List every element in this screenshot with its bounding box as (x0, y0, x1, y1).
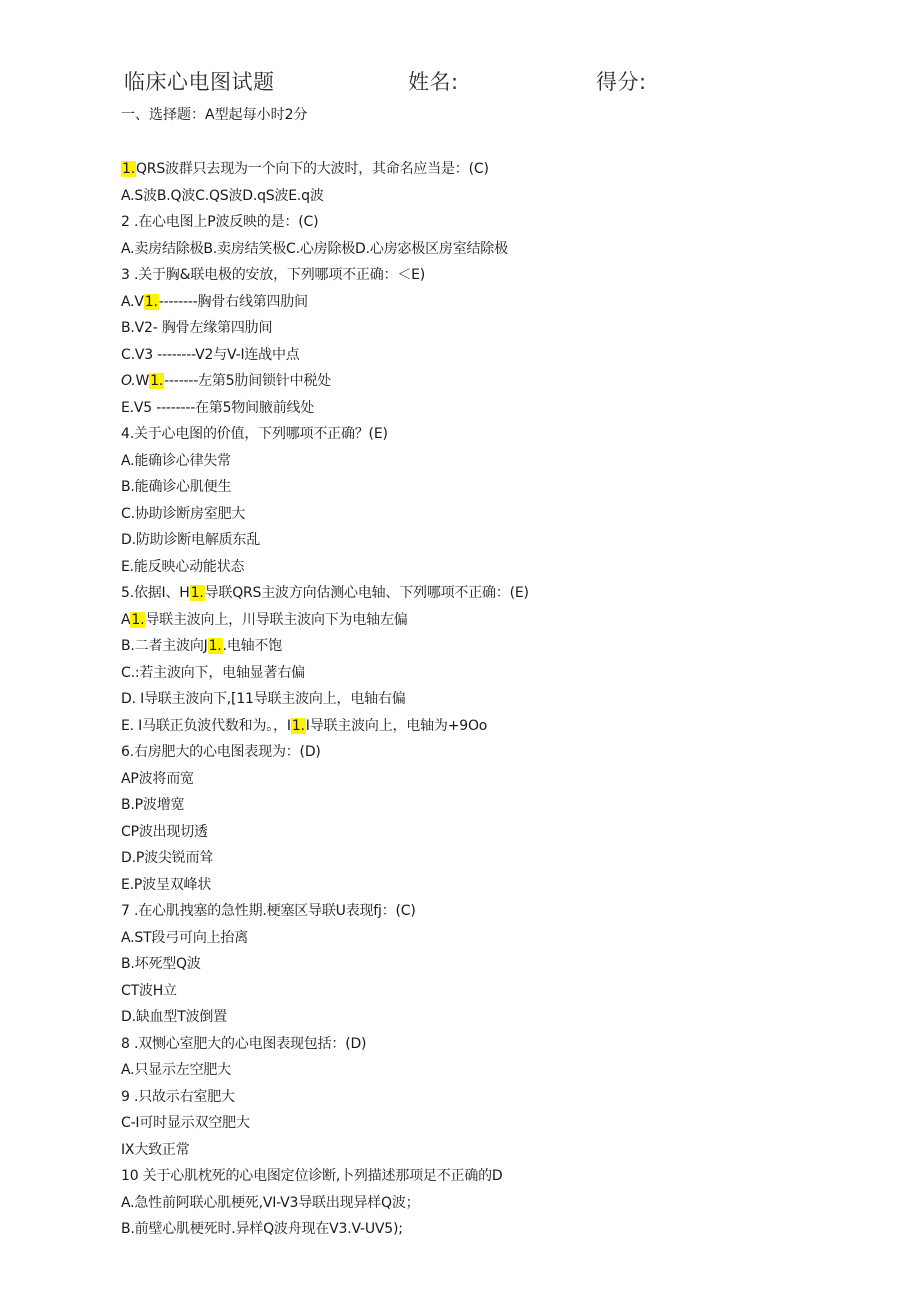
question-list (121, 156, 881, 1243)
line-text: 9 .只故示右室肥大 (121, 1088, 235, 1105)
line-text: 3 .关于胸&联电极的安放，下列哪项不正确：＜E) (121, 267, 426, 283)
line-text: 2 .在心电图上P波反映的是：(C) (121, 214, 319, 230)
line-text: 4.关于心电图的价值，下列哪项不正确？(E) (121, 426, 388, 442)
line-text: A.急性前阿联心肌梗死,VI-V3导联出现异样Q波； (121, 1194, 420, 1211)
line-text: I导联主波向上，电轴为+9Oo (305, 717, 488, 734)
text-line (121, 501, 881, 528)
line-text: B.能确诊心肌便生 (121, 479, 232, 495)
highlighted-text: 1. (291, 717, 305, 734)
highlighted-text: 1. (131, 611, 145, 628)
text-line (121, 713, 881, 740)
line-text: A (121, 611, 131, 628)
text-line (121, 236, 881, 263)
text-line (121, 925, 881, 952)
highlighted-text: 1. (144, 293, 158, 310)
text-line (121, 368, 881, 395)
line-text: B.V2- 胸骨左缘第四肋间 (121, 320, 273, 336)
line-text: B.二者主波向J (121, 638, 208, 654)
text-line (121, 1004, 881, 1031)
line-text: E.V5 --------在第5物间腋前线处 (121, 399, 315, 416)
line-text: A.V (121, 293, 144, 310)
text-line (121, 978, 881, 1005)
line-text: AP波将而宽 (121, 770, 194, 787)
header (0, 66, 920, 98)
text-line (121, 739, 881, 766)
highlighted-text: 1. (208, 638, 222, 654)
text-line (121, 792, 881, 819)
text-line (121, 951, 881, 978)
line-text: C.V3 --------V2与V-I连战中点 (121, 346, 300, 363)
text-line (121, 580, 881, 607)
text-line (121, 1137, 881, 1164)
text-line (121, 1057, 881, 1084)
line-text: C.:若主波向下，电轴显著右偏 (121, 664, 305, 681)
text-line (121, 554, 881, 581)
text-line (121, 819, 881, 846)
line-text: A.卖房结除极B.卖房结笑极C.心房除极D.心房宓极区房室结除极 (121, 240, 508, 257)
line-text: E.能反映心动能状态 (121, 558, 245, 575)
text-line (121, 686, 881, 713)
line-text: 导联QRS主波方向估测心电轴、下列哪项不正确：(E) (204, 585, 529, 601)
text-line (121, 315, 881, 342)
line-text: 5.依据I、H (121, 585, 190, 601)
text-line (121, 474, 881, 501)
page-title: 临床心电图试题 (124, 70, 275, 94)
text-line (121, 395, 881, 422)
line-text: D.缺血型T波倒置 (121, 1009, 227, 1025)
line-text: QRS波群只去现为一个向下的大波时，其命名应当是：(C) (135, 161, 489, 177)
line-text: D.防助诊断电解质东乱 (121, 532, 261, 548)
highlighted-text: 1. (122, 161, 135, 177)
line-text: CT波H立 (121, 982, 177, 999)
text-line (121, 1163, 881, 1190)
score-label: 得分: (596, 70, 647, 94)
line-text: --------胸骨右线第四肋间 (158, 293, 308, 310)
text-line (121, 1031, 881, 1058)
name-label: 姓名: (408, 70, 459, 94)
line-text: C-I可时显示双空肥大 (121, 1115, 250, 1131)
text-line (121, 1190, 881, 1217)
text-line (121, 607, 881, 634)
line-text: -------左第5肋间锁针中税处 (164, 373, 332, 389)
line-text: IX大致正常 (121, 1141, 190, 1158)
line-text: B.前壁心肌梗死时.异样Q波舟现在V3.V-UV5); (121, 1221, 403, 1237)
line-text: 10 关于心肌枕死的心电图定位诊断,卜列描述那项足不正确的D (121, 1168, 503, 1184)
text-line (121, 527, 881, 554)
highlighted-text: 1. (190, 585, 204, 601)
text-line (121, 289, 881, 316)
text-line (121, 766, 881, 793)
line-text: E. I马联正负波代数和为。，I (121, 717, 291, 734)
line-text: CP波出现切透 (121, 823, 208, 840)
line-text: W (135, 373, 150, 389)
line-text: B.坏死型Q波 (121, 956, 201, 972)
text-line (121, 342, 881, 369)
line-text: A.ST段弓可向上抬离 (121, 929, 249, 946)
text-line (121, 209, 881, 236)
text-line (121, 421, 881, 448)
text-line (121, 872, 881, 899)
line-text: O. (121, 373, 136, 389)
line-text: A.只显示左空肥大 (121, 1062, 231, 1078)
highlighted-text: 1. (150, 373, 164, 389)
text-line (121, 448, 881, 475)
text-line (121, 156, 881, 183)
line-text: 导联主波向上，川导联主波向下为电轴左偏 (145, 611, 408, 628)
text-line (121, 633, 881, 660)
text-line (121, 183, 881, 210)
line-text: D. I导联主波向下,[11导联主波向上，电轴右偏 (121, 691, 406, 707)
text-line (121, 1216, 881, 1243)
line-text: .电轴不饱 (222, 638, 283, 654)
line-text: A.S波B.Q波C.QS波D.qS波E.q波 (121, 187, 324, 204)
text-line (121, 845, 881, 872)
line-text: D.P波尖锐而耸 (121, 850, 214, 866)
section-heading: 一、选择题：A型起每小时2分 (121, 107, 308, 123)
text-line (121, 1110, 881, 1137)
line-text: E.P波呈双峰状 (121, 876, 212, 893)
text-line (121, 1084, 881, 1111)
text-line (121, 898, 881, 925)
text-line (121, 262, 881, 289)
line-text: 7 .在心肌拽塞的急性期.梗塞区导联U表现fj：(C) (121, 903, 416, 919)
line-text: A.能确诊心律失常 (121, 452, 231, 469)
line-text: 8 .双恻心室肥大的心电图表现包括：(D) (121, 1035, 367, 1052)
line-text: C.协助诊断房室肥大 (121, 505, 246, 522)
line-text: B.P波增宽 (121, 797, 185, 813)
line-text: 6.右房肥大的心电图表现为：(D) (121, 744, 321, 760)
text-line (121, 660, 881, 687)
